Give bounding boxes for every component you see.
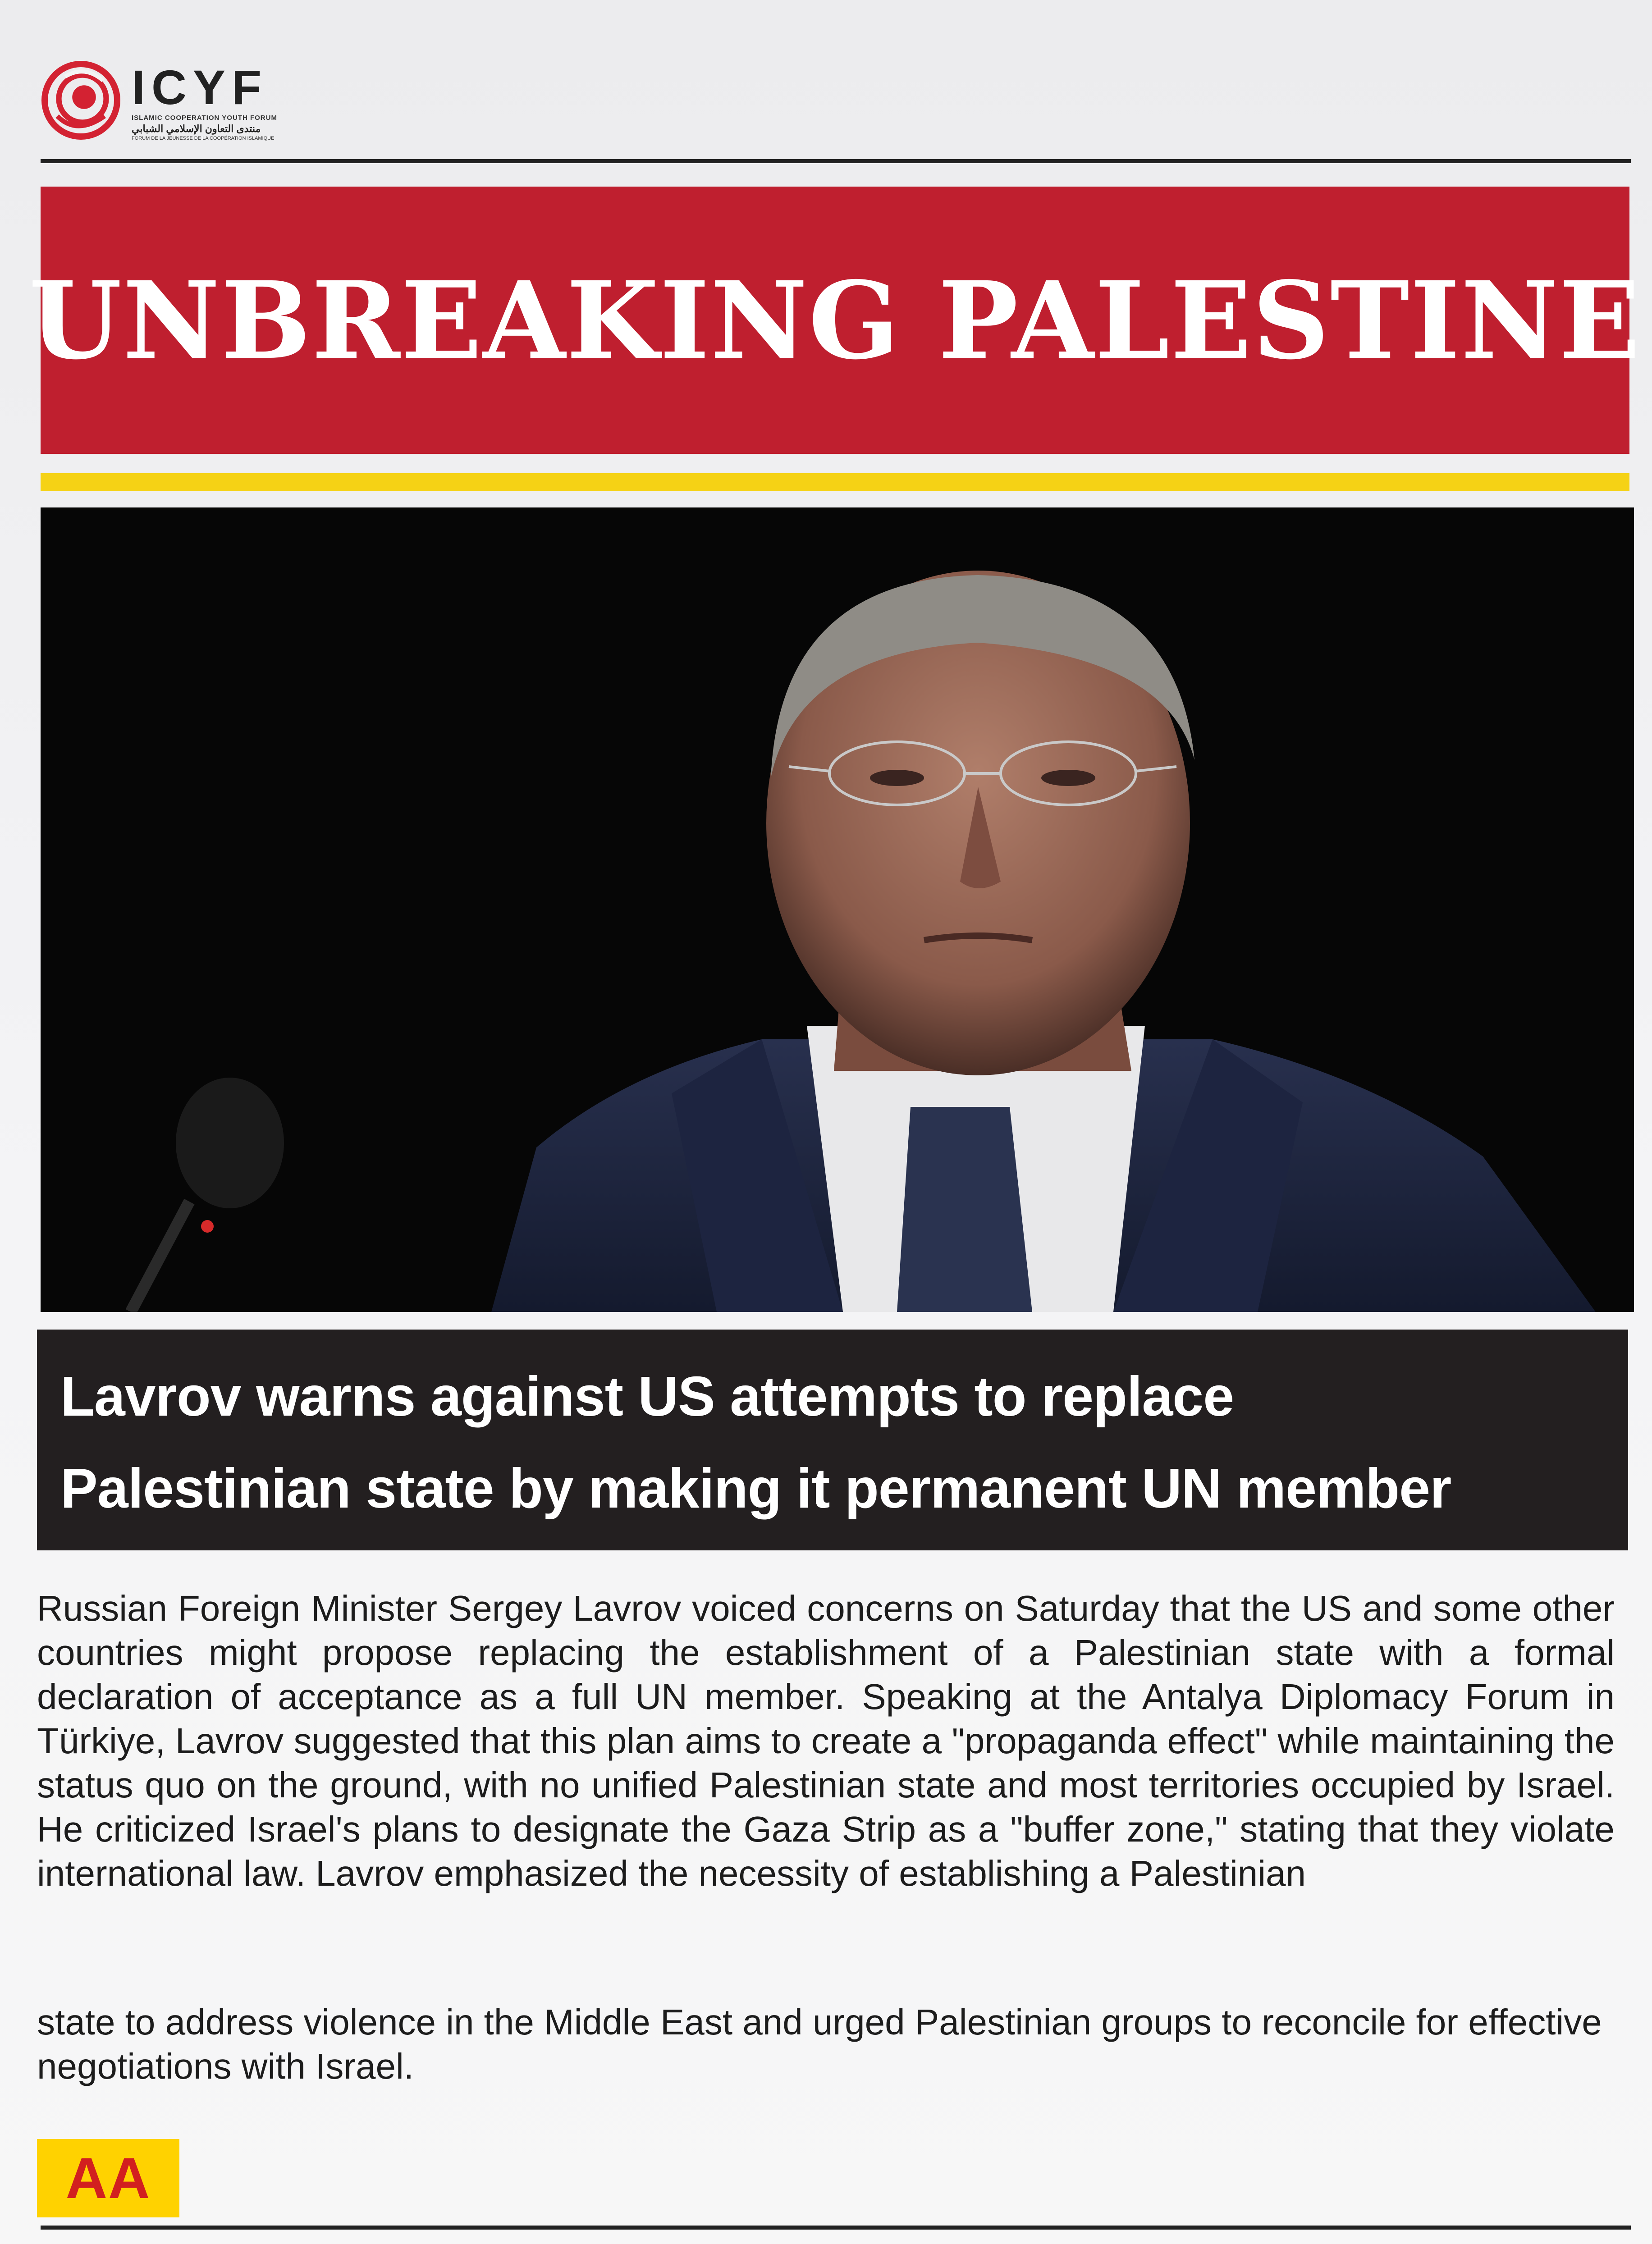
source-label: AA bbox=[65, 2146, 151, 2211]
speaker-portrait-illustration bbox=[41, 507, 1634, 1312]
source-logo bbox=[37, 2139, 179, 2217]
icyf-emblem-icon bbox=[41, 61, 120, 140]
yellow-stripe bbox=[41, 473, 1629, 491]
headline-line-1: Lavrov warns against US attempts to replace bbox=[60, 1366, 1234, 1428]
logo-wordmark: ICYF bbox=[132, 60, 268, 114]
logo-arabic: منتدى التعاون الإسلامي الشبابي bbox=[132, 123, 261, 134]
banner-title: UNBREAKING PALESTINE bbox=[29, 257, 1641, 383]
article-paragraph-1: Russian Foreign Minister Sergey Lavrov voiced concerns on Saturday that the US and some other countries might propose replacing the establishment of a Palestinian state with a formal declaration of acceptance as a full UN member. Speaking at the Antalya Diplomacy Forum in Türkiye, Lavrov suggested that this plan aims to create a "propaganda effect" while maintaining the status quo on the ground, with no unified Palestinian state and most territories occupied by Israel. He criticized Israel's plans to designate the Gaza Strip as a "buffer zone," stating that they violate international law. Lavrov emphasized the necessity of establishing a Palestinian bbox=[37, 1588, 1615, 1893]
title-banner bbox=[29, 187, 1641, 454]
article-paragraph-2: state to address violence in the Middle East and urged Palestinian groups to reconcile for effective negotiations with Israel. bbox=[37, 2002, 1602, 2086]
news-photo bbox=[41, 507, 1634, 1312]
headline-box bbox=[37, 1330, 1628, 1550]
top-rule bbox=[41, 159, 1631, 163]
logo-subtitle: ISLAMIC COOPERATION YOUTH FORUM bbox=[132, 114, 277, 122]
logo-french: FORUM DE LA JEUNESSE DE LA COOPÉRATION ISLAMIQUE bbox=[132, 136, 275, 141]
headline-line-2: Palestinian state by making it permanent UN member bbox=[60, 1458, 1451, 1520]
bottom-rule bbox=[41, 2226, 1631, 2230]
icyf-logo bbox=[41, 60, 277, 142]
